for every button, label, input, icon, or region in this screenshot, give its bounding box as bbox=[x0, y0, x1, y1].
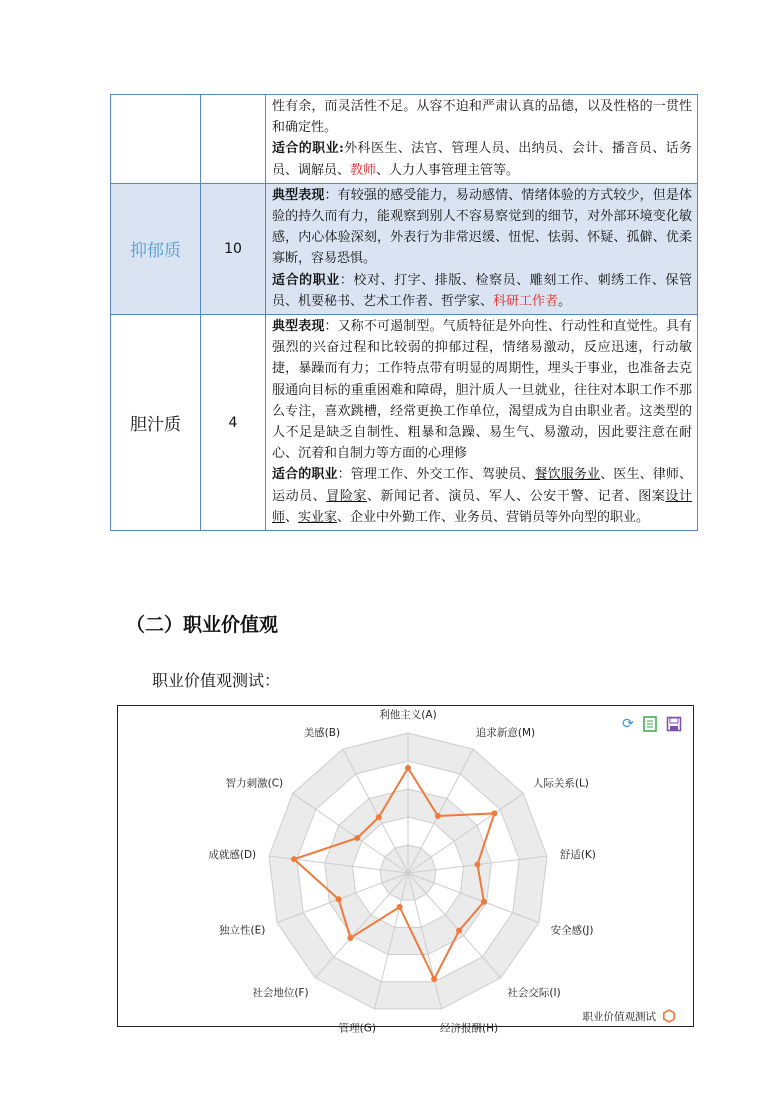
legend-label: 职业价值观测试 bbox=[582, 1011, 656, 1023]
jobs-label: 适合的职业: bbox=[272, 141, 344, 157]
score-value: 10 bbox=[224, 240, 242, 257]
radar-data-point bbox=[347, 935, 353, 941]
radar-data-point bbox=[456, 928, 462, 934]
description-text: ：有较强的感受能力，易动感情、情绪体验的方式较少，但是体验的持久而有力，能观察到别人不容易察觉到的细节，对外部环境变化敏感，内心体验深刻，外表行为非常迟缓、忸怩、怯弱、怀疑、孤僻、优柔寡断，容易恐惧。 bbox=[272, 187, 692, 267]
jobs-label: 适合的职业 bbox=[272, 272, 340, 288]
radar-axis-label: 管理(G) bbox=[338, 1022, 376, 1035]
radar-axis-label: 成就感(D) bbox=[208, 848, 257, 861]
jobs-text: 、 bbox=[285, 509, 299, 525]
jobs-highlight: 教师 bbox=[350, 162, 377, 178]
radar-axis-label: 追求新意(M) bbox=[475, 727, 536, 740]
radar-data-point bbox=[376, 814, 382, 820]
temperament-name: 抑郁质 bbox=[130, 241, 181, 262]
jobs-text: 、医生、律师、运动员、 bbox=[272, 467, 692, 504]
score-cell bbox=[201, 315, 266, 531]
radar-axis-label: 社会地位(F) bbox=[252, 987, 309, 1000]
radar-data-point bbox=[291, 856, 297, 862]
radar-axis-label: 美感(B) bbox=[303, 727, 341, 740]
table-row bbox=[111, 183, 698, 314]
radar-data-point bbox=[435, 813, 441, 819]
radar-data-point bbox=[431, 976, 437, 982]
radar-axis-label: 舒适(K) bbox=[559, 848, 596, 861]
description-text: 性有余，而灵活性不足。从容不迫和严肃认真的品德，以及性格的一贯性和确定性。 bbox=[272, 99, 692, 136]
jobs-underlined: 设计师 bbox=[272, 488, 692, 525]
temperament-table bbox=[110, 94, 698, 531]
radar-data-point bbox=[405, 765, 411, 771]
jobs-highlight: 科研工作者 bbox=[493, 293, 559, 309]
type-cell bbox=[111, 183, 201, 314]
radar-axis-label: 社会交际(I) bbox=[507, 987, 561, 1000]
jobs-text: 、人力人事管理主管等。 bbox=[376, 162, 520, 178]
jobs-text: 。 bbox=[558, 293, 572, 309]
description-label: 典型表现 bbox=[272, 187, 325, 203]
type-cell bbox=[111, 315, 201, 531]
radar-data-point bbox=[474, 862, 480, 868]
radar-axis-label: 人际关系(L) bbox=[532, 777, 589, 790]
jobs-underlined: 冒险家 bbox=[326, 488, 367, 504]
description-cell bbox=[266, 183, 698, 314]
score-cell bbox=[201, 183, 266, 314]
radar-data-point bbox=[336, 896, 342, 902]
radar-data-point bbox=[397, 904, 403, 910]
description-text: ：又称不可遏制型。气质特征是外向性、行动性和直觉性。具有强烈的兴奋过程和比较弱的抑郁过程，情绪易激动，反应迅速，行动敏捷，暴躁而有力；工作特点带有明显的周期性，埋头于事业，也准备去克服通向目标的重重困难和障碍，胆汁质人一旦就业，往往对本职工作不那么专注，喜欢跳槽，经常更换工作单位，渴望成为自由职业者。这类型的人不足是缺乏自制性、粗暴和急躁、易生气、易激动，因此要注意在耐心、沉着和自制力等方面的心理修 bbox=[272, 319, 692, 462]
jobs-text: 、企业中外勤工作、业务员、营销员等外向型的职业。 bbox=[337, 509, 650, 525]
description-cell bbox=[266, 315, 698, 531]
jobs-text: 、新闻记者、演员、军人、公安干警、记者、图案 bbox=[366, 488, 666, 504]
refresh-icon[interactable]: ⟳ bbox=[622, 716, 634, 732]
radar-axis-label: 智力刺激(C) bbox=[225, 777, 284, 790]
jobs-underlined: 餐饮服务业 bbox=[534, 467, 601, 483]
table-row bbox=[111, 315, 698, 531]
radar-axis-label: 独立性(E) bbox=[219, 924, 266, 937]
section-title: （二）职业价值观 bbox=[126, 614, 279, 636]
jobs-text: ：管理工作、外交工作、驾驶员、 bbox=[337, 467, 535, 483]
jobs-text: ：校对、打字、排版、检察员、雕刻工作、刺绣工作、保管员、机要秘书、艺术工作者、哲学家、 bbox=[272, 272, 692, 309]
radar-data-point bbox=[354, 835, 360, 841]
chart-subtitle: 职业价值观测试： bbox=[152, 671, 281, 690]
score-value: 4 bbox=[228, 414, 238, 431]
radar-chart bbox=[118, 706, 695, 1035]
radar-data-point bbox=[481, 899, 487, 905]
score-cell bbox=[201, 95, 266, 184]
table-row bbox=[111, 95, 698, 184]
jobs-text: 外科医生、法官、管理人员、出纳员、会计、播音员、话务员、调解员、 bbox=[272, 141, 692, 178]
radar-chart-panel bbox=[117, 705, 694, 1035]
radar-data-point bbox=[491, 810, 497, 816]
radar-axis-label: 安全感(J) bbox=[550, 924, 594, 937]
jobs-underlined: 实业家 bbox=[298, 509, 338, 525]
data-view-icon[interactable] bbox=[642, 716, 658, 732]
description-label: 典型表现 bbox=[272, 319, 325, 335]
type-cell bbox=[111, 95, 201, 184]
jobs-label: 适合的职业 bbox=[272, 467, 338, 483]
description-cell bbox=[266, 95, 698, 184]
legend-marker-icon bbox=[664, 1010, 674, 1022]
radar-axis-label: 经济报酬(H) bbox=[440, 1022, 499, 1035]
save-icon[interactable] bbox=[666, 716, 682, 732]
temperament-name: 胆汁质 bbox=[130, 415, 181, 436]
radar-axis-label: 利他主义(A) bbox=[379, 709, 437, 721]
